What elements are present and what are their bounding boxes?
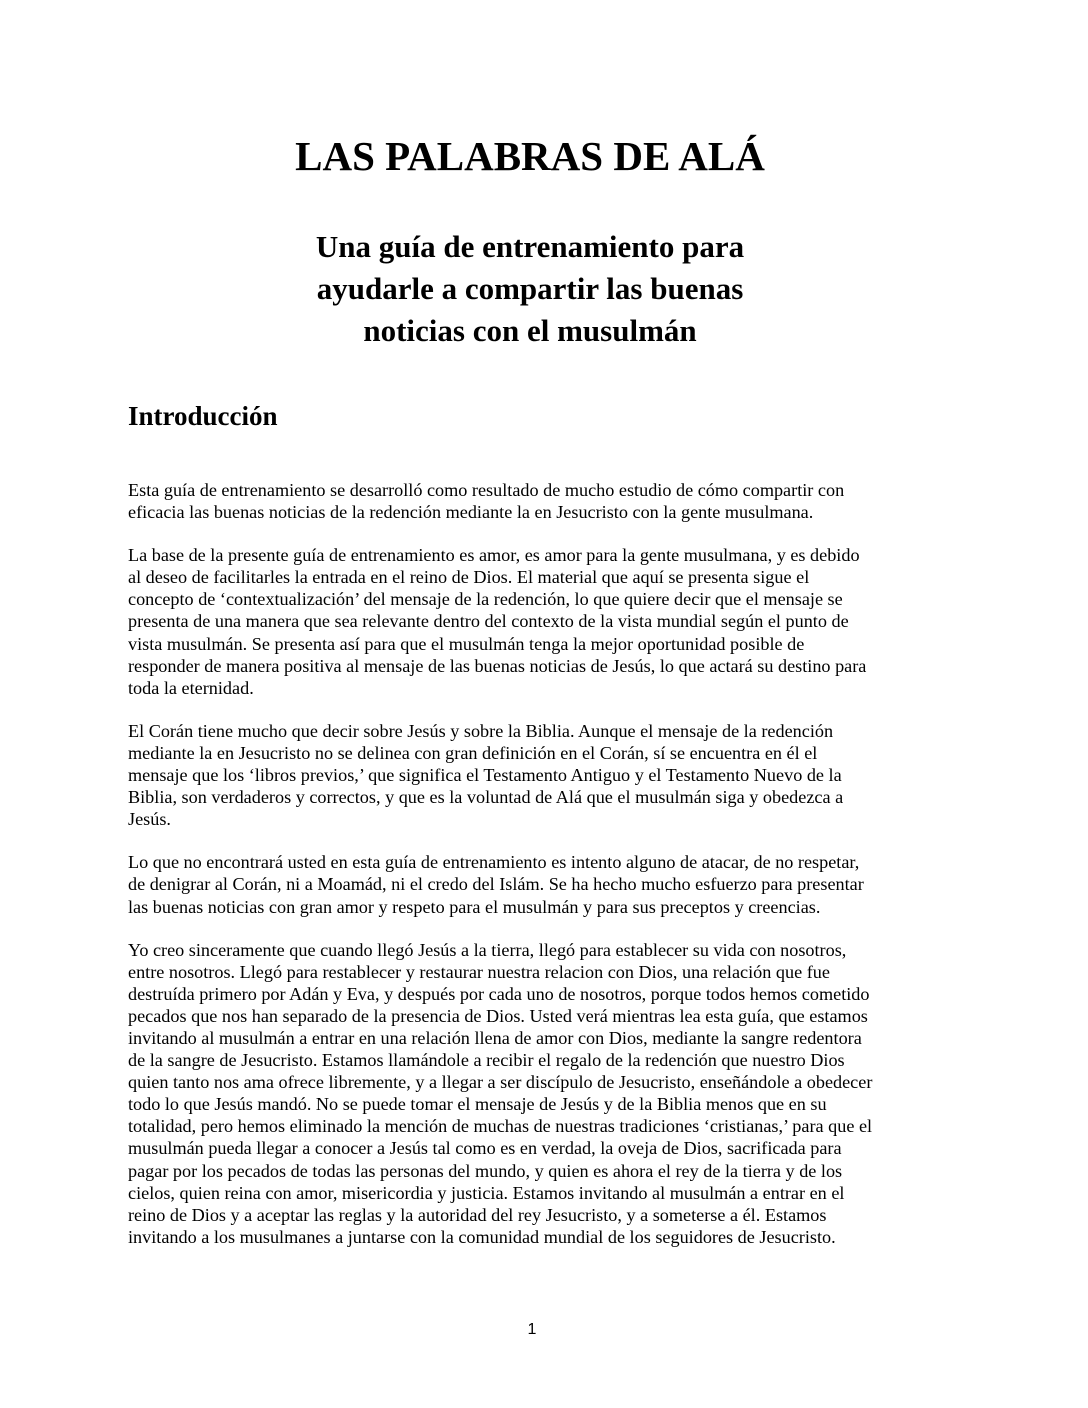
text-line: La base de la presente guía de entrenamiento es amor, es amor para la gente musulmana, y es debido bbox=[128, 545, 860, 566]
text-line: Jesús. bbox=[128, 809, 171, 830]
text-line: entre nosotros. Llegó para restablecer y restaurar nuestra relacion con Dios, una relación que fue bbox=[128, 961, 830, 982]
text-line: presenta de una manera que sea relevante dentro del contexto de la vista mundial según el punto de bbox=[128, 611, 849, 632]
text-line: quien tanto nos ama ofrece libremente, y a llegar a ser discípulo de Jesucristo, enseñándole a obedecer bbox=[128, 1072, 873, 1093]
text-line: al deseo de facilitarles la entrada en el reino de Dios. El material que aquí se presenta sigue el bbox=[128, 567, 810, 588]
text-line: El Corán tiene mucho que decir sobre Jesús y sobre la Biblia. Aunque el mensaje de la redención bbox=[128, 720, 834, 741]
text-line: todo lo que Jesús mandó. No se puede tomar el mensaje de Jesús y de la Biblia menos que en su bbox=[128, 1094, 827, 1115]
page-number: 1 bbox=[527, 1321, 537, 1338]
text-line: totalidad, pero hemos eliminado la mención de muchas de nuestras tradiciones ‘cristianas,’ para que el bbox=[128, 1116, 873, 1137]
text-line: cielos, quien reina con amor, misericordia y justicia. Estamos invitando al musulmán a entrar en el bbox=[128, 1182, 845, 1203]
text-line: destruída primero por Adán y Eva, y después por cada uno de nosotros, porque todos hemos cometido bbox=[128, 983, 870, 1004]
text-line: Yo creo sinceramente que cuando llegó Jesús a la tierra, llegó para establecer su vida con nosotros, bbox=[128, 939, 847, 960]
subtitle-line: ayudarle a compartir las buenas bbox=[316, 271, 744, 306]
paragraph-1 bbox=[128, 479, 936, 523]
text-line: de denigrar al Corán, ni a Moamád, ni el credo del Islám. Se ha hecho mucho esfuerzo para presentar bbox=[128, 874, 864, 895]
text-line: invitando al musulmán a entrar en una relación llena de amor con Dios, mediante la sangre redentora bbox=[128, 1027, 862, 1048]
text-line: toda la eternidad. bbox=[128, 677, 254, 698]
text-line: concepto de ‘contextualización’ del mensaje de la redención, lo que quiere decir que el mensaje se bbox=[128, 589, 843, 610]
text-line: las buenas noticias con gran amor y respeto para el musulmán y para sus preceptos y creencias. bbox=[128, 896, 821, 917]
text-line: de la sangre de Jesucristo. Estamos llamándole a recibir el regalo de la redención que nuestro Dios bbox=[128, 1050, 845, 1071]
text-line: vista musulmán. Se presenta así para que el musulmán tenga la mejor oportunidad posible de bbox=[128, 633, 805, 654]
paragraph-2 bbox=[128, 544, 936, 699]
paragraph-5 bbox=[128, 939, 936, 1248]
introduction-body bbox=[128, 479, 936, 1269]
text-line: Biblia, son verdaderos y correctos, y que es la voluntad de Alá que el musulmán siga y obedezca a bbox=[128, 787, 844, 808]
subtitle-line: noticias con el musulmán bbox=[363, 313, 697, 348]
text-line: mensaje que los ‘libros previos,’ que significa el Testamento Antiguo y el Testamento Nuevo de la bbox=[128, 765, 842, 786]
section-heading-introduccion: Introducción bbox=[128, 401, 278, 431]
paragraph-3 bbox=[128, 720, 936, 830]
paragraph-4 bbox=[128, 851, 936, 917]
text-line: responder de manera positiva al mensaje de las buenas noticias de Jesús, lo que actará su destino para bbox=[128, 655, 867, 676]
subtitle-line: Una guía de entrenamiento para bbox=[315, 229, 745, 264]
text-line: Lo que no encontrará usted en esta guía de entrenamiento es intento alguno de atacar, de no respetar, bbox=[128, 852, 860, 873]
text-line: pagar por los pecados de todas las personas del mundo, y quien es ahora el rey de la tierra y de los bbox=[128, 1160, 843, 1181]
document-subtitle bbox=[0, 226, 1060, 352]
document-title: LAS PALABRAS DE ALÁ bbox=[295, 133, 765, 179]
text-line: invitando a los musulmanes a juntarse con la comunidad mundial de los seguidores de Jesucristo. bbox=[128, 1226, 836, 1247]
text-line: pecados que nos han separado de la presencia de Dios. Usted verá mientras lea esta guía, que estamos bbox=[128, 1005, 868, 1026]
text-line: Esta guía de entrenamiento se desarrolló como resultado de mucho estudio de cómo compartir con bbox=[128, 480, 845, 500]
text-line: eficacia las buenas noticias de la redención mediante la en Jesucristo con la gente musulmana. bbox=[128, 502, 814, 523]
text-line: musulmán pueda llegar a conocer a Jesús tal como es en verdad, la oveja de Dios, sacrificada para bbox=[128, 1138, 842, 1159]
text-line: reino de Dios y a aceptar las reglas y la autoridad del rey Jesucristo, y a someterse a él. Estamos bbox=[128, 1204, 827, 1225]
text-line: mediante la en Jesucristo no se delinea con gran definición en el Corán, sí se encuentra en él el bbox=[128, 742, 818, 763]
